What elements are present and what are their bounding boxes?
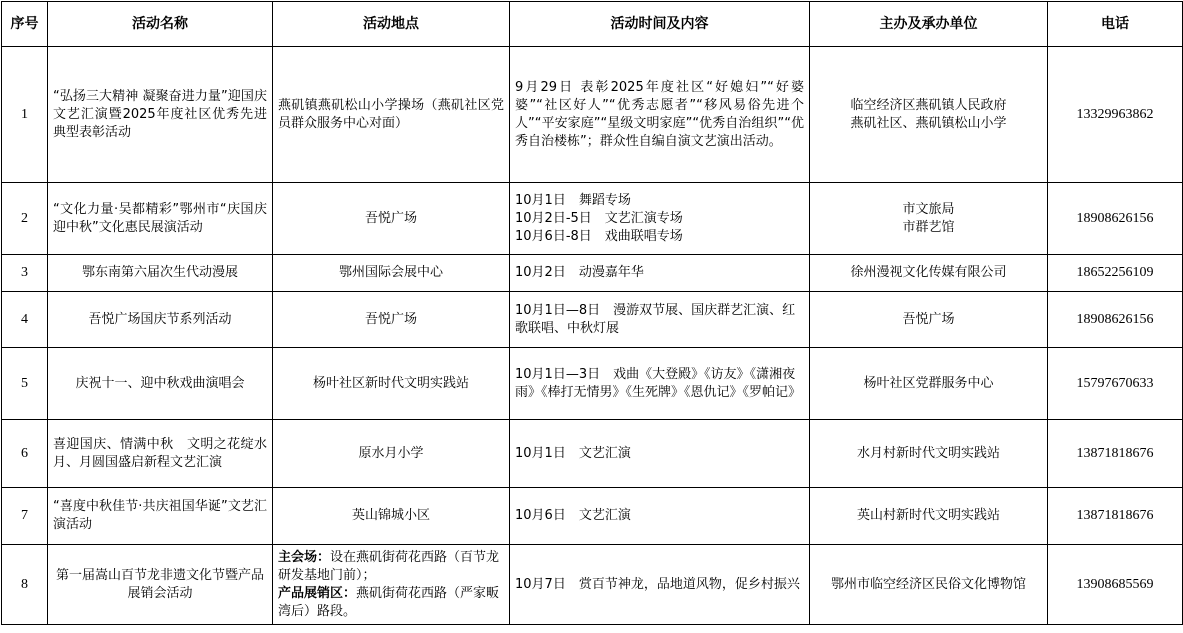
- table-header-row: [2, 2, 1183, 47]
- table-row: [2, 47, 1183, 183]
- content-line: 10月2日-5日 文艺汇演专场: [515, 210, 683, 226]
- row-content: [510, 545, 810, 625]
- content-line: 10月6日 文艺汇演: [515, 508, 631, 523]
- row-org: [810, 183, 1048, 255]
- header-place: 活动地点: [273, 2, 510, 47]
- org-line: 水月村新时代文明实践站: [856, 445, 1000, 461]
- row-content: [510, 420, 810, 488]
- row-no: 6: [2, 420, 48, 488]
- table-row: [2, 255, 1183, 292]
- header-org: 主办及承办单位: [810, 2, 1048, 47]
- row-content: [510, 292, 810, 348]
- row-name: “弘扬三大精神 凝聚奋进力量”迎国庆文艺汇演暨2025年度社区优秀先进典型表彰活动: [48, 47, 273, 183]
- row-place: 英山锦城小区: [273, 488, 510, 545]
- row-content: [510, 348, 810, 420]
- sales-area-label: 产品展销区：: [278, 585, 357, 601]
- header-no: 序号: [2, 2, 48, 47]
- table-row: [2, 183, 1183, 255]
- row-name: 鄂东南第六届次生代动漫展: [48, 255, 273, 292]
- row-org: [810, 420, 1048, 488]
- row-content: [510, 488, 810, 545]
- header-name: 活动名称: [48, 2, 273, 47]
- org-line: 市文旅局: [902, 201, 955, 217]
- row-org: [810, 47, 1048, 183]
- row-phone: 18908626156: [1048, 292, 1183, 348]
- row-place: 鄂州国际会展中心: [273, 255, 510, 292]
- row-phone: 15797670633: [1048, 348, 1183, 420]
- table-row: [2, 348, 1183, 420]
- row-name: 庆祝十一、迎中秋戏曲演唱会: [48, 348, 273, 420]
- table-row: [2, 420, 1183, 488]
- org-line: 英山村新时代文明实践站: [856, 508, 1000, 523]
- header-content: 活动时间及内容: [510, 2, 810, 47]
- row-phone: 13329963862: [1048, 47, 1183, 183]
- content-line: 10月2日 动漫嘉年华: [515, 265, 644, 280]
- row-place: 杨叶社区新时代文明实践站: [273, 348, 510, 420]
- row-no: 8: [2, 545, 48, 625]
- table-row: [2, 488, 1183, 545]
- content-line: 9月29日 表彰2025年度社区“好媳妇”“好婆婆”“社区好人”“优秀志愿者”“移风易俗先进个人”“平安家庭”“星级文明家庭”“优秀自治组织”“优秀自治楼栋”；群众性自编自演文艺演出活动。: [515, 79, 804, 149]
- org-line: 燕矶社区、燕矶镇松山小学: [850, 115, 1007, 131]
- org-line: 市群艺馆: [902, 219, 955, 235]
- row-no: 2: [2, 183, 48, 255]
- row-no: 1: [2, 47, 48, 183]
- row-place: 吾悦广场: [273, 183, 510, 255]
- row-no: 7: [2, 488, 48, 545]
- row-name: 喜迎国庆、情满中秋 文明之花绽水月、月圆国盛启新程文艺汇演: [48, 420, 273, 488]
- row-place: 燕矶镇燕矶松山小学操场（燕矶社区党员群众服务中心对面）: [273, 47, 510, 183]
- row-org: [810, 255, 1048, 292]
- org-line: 杨叶社区党群服务中心: [863, 375, 994, 391]
- table-row: [2, 292, 1183, 348]
- row-no: 5: [2, 348, 48, 420]
- content-line: 10月1日—3日 戏曲《大登殿》《访友》《潇湘夜雨》《棒打无情男》《生死牌》《恩仇记》《罗帕记》: [515, 366, 802, 400]
- row-no: 4: [2, 292, 48, 348]
- org-line: 临空经济区燕矶镇人民政府: [850, 97, 1007, 113]
- table-row: [2, 545, 1183, 625]
- row-name: 吾悦广场国庆节系列活动: [48, 292, 273, 348]
- row-name: “文化力量·吴都精彩”鄂州市“庆国庆迎中秋”文化惠民展演活动: [48, 183, 273, 255]
- content-line: 10月1日—8日 漫游双节展、国庆群艺汇演、红歌联唱、中秋灯展: [515, 302, 796, 336]
- content-line: 10月6日-8日 戏曲联唱专场: [515, 228, 683, 244]
- content-line: 10月7日 赏百节神龙，品地道风物，促乡村振兴: [515, 576, 800, 592]
- row-phone: 18652256109: [1048, 255, 1183, 292]
- row-place: 原水月小学: [273, 420, 510, 488]
- row-place: [273, 545, 510, 625]
- row-place: 吾悦广场: [273, 292, 510, 348]
- row-no: 3: [2, 255, 48, 292]
- row-phone: 13871818676: [1048, 488, 1183, 545]
- row-org: [810, 348, 1048, 420]
- row-org: [810, 488, 1048, 545]
- activity-table: [1, 1, 1183, 625]
- org-line: 鄂州市临空经济区民俗文化博物馆: [830, 576, 1026, 592]
- header-phone: 电话: [1048, 2, 1183, 47]
- org-line: 吾悦广场: [902, 311, 955, 327]
- row-phone: 13871818676: [1048, 420, 1183, 488]
- org-line: 徐州漫视文化传媒有限公司: [850, 265, 1007, 280]
- row-phone: 18908626156: [1048, 183, 1183, 255]
- sales-area-text: 燕矶街荷花西路（严家畈湾后）路段。: [278, 585, 500, 619]
- row-content: [510, 183, 810, 255]
- row-phone: 13908685569: [1048, 545, 1183, 625]
- row-name: 第一届嵩山百节龙非遗文化节暨产品展销会活动: [48, 545, 273, 625]
- row-content: [510, 47, 810, 183]
- main-venue-text: 设在燕矶街荷花西路（百节龙研发基地门前）；: [278, 549, 500, 583]
- row-org: [810, 545, 1048, 625]
- row-name: “喜度中秋佳节·共庆祖国华诞”文艺汇演活动: [48, 488, 273, 545]
- main-venue-label: 主会场：: [278, 549, 331, 565]
- content-line: 10月1日 舞蹈专场: [515, 192, 631, 208]
- content-line: 10月1日 文艺汇演: [515, 445, 631, 461]
- row-org: [810, 292, 1048, 348]
- row-content: [510, 255, 810, 292]
